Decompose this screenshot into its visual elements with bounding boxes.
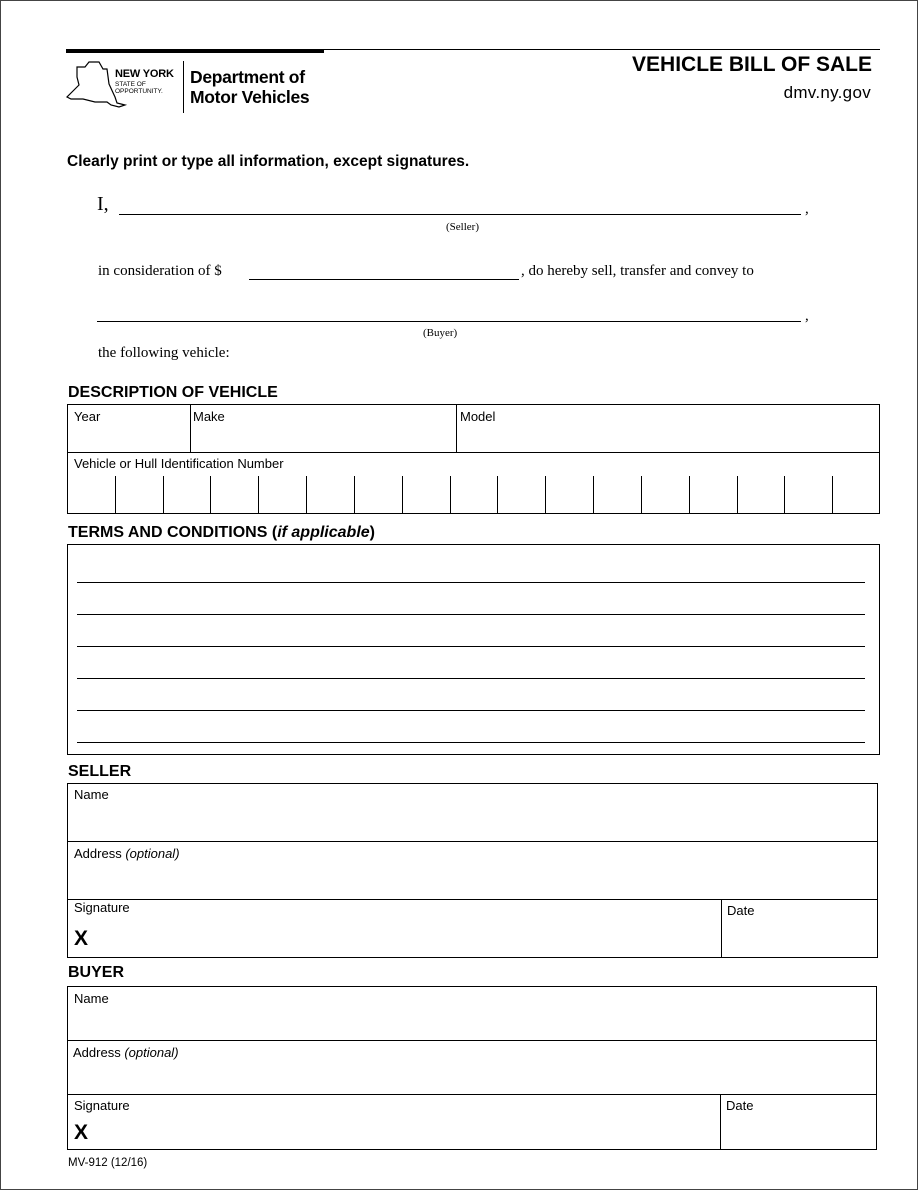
vin-cell[interactable] — [450, 476, 498, 514]
terms-writing-line[interactable] — [77, 582, 865, 583]
seller-heading: SELLER — [68, 763, 132, 780]
seller-date-divider — [721, 899, 722, 957]
buyer-address-label — [73, 1045, 179, 1060]
terms-writing-line[interactable] — [77, 742, 865, 743]
terms-heading — [68, 524, 375, 542]
vin-cell[interactable] — [784, 476, 832, 514]
terms-writing-line[interactable] — [77, 614, 865, 615]
terms-writing-line[interactable] — [77, 678, 865, 679]
buyer-signature-field[interactable] — [96, 1113, 716, 1148]
seller-signature-x: X — [74, 927, 89, 950]
vin-cell[interactable] — [306, 476, 354, 514]
seller-divider-2 — [67, 899, 878, 900]
vin-cell[interactable] — [593, 476, 641, 514]
seller-signature-field[interactable] — [96, 916, 716, 956]
vin-cell[interactable] — [210, 476, 258, 514]
model-field[interactable] — [457, 405, 879, 451]
vin-cell[interactable] — [737, 476, 785, 514]
vin-cell[interactable] — [832, 476, 880, 514]
buyer-name-label: Name — [74, 991, 109, 1006]
buyer-date-divider — [720, 1094, 721, 1149]
model-label: Model — [460, 409, 496, 424]
make-label: Make — [193, 409, 225, 424]
nys-logo — [65, 59, 185, 115]
seller-divider-1 — [67, 841, 878, 842]
buyer-name-line[interactable] — [97, 321, 801, 322]
vin-cell[interactable] — [545, 476, 593, 514]
logo-new-york-text: NEW YORK — [115, 68, 174, 80]
buyer-address-text: Address — [73, 1045, 121, 1060]
buyer-signature-x: X — [74, 1121, 89, 1144]
terms-writing-line[interactable] — [77, 710, 865, 711]
terms-heading-main: TERMS AND CONDITIONS ( — [68, 524, 278, 541]
seller-address-optional: (optional) — [125, 846, 180, 861]
instructions: Clearly print or type all information, except signatures. — [67, 153, 470, 170]
description-row-divider — [67, 452, 880, 453]
i-prefix: I, — [97, 193, 109, 215]
seller-date-label: Date — [727, 903, 755, 918]
following-vehicle-text: the following vehicle: — [98, 345, 230, 361]
seller-date-field[interactable] — [723, 919, 877, 956]
header-rule-thick — [66, 49, 324, 53]
description-heading: DESCRIPTION OF VEHICLE — [68, 384, 278, 401]
seller-address-field[interactable] — [68, 861, 877, 898]
consideration-prefix: in consideration of $ — [98, 263, 222, 279]
vin-cell[interactable] — [258, 476, 306, 514]
consideration-amount-line[interactable] — [249, 279, 519, 280]
buyer-signature-label: Signature — [74, 1098, 130, 1113]
buyer-address-optional: (optional) — [124, 1045, 179, 1060]
seller-name-field[interactable] — [68, 801, 877, 840]
vin-cell[interactable] — [497, 476, 545, 514]
buyer-name-field[interactable] — [68, 1006, 876, 1039]
vin-cells — [67, 476, 880, 514]
terms-writing-line[interactable] — [77, 646, 865, 647]
vin-cell[interactable] — [115, 476, 163, 514]
vin-cell[interactable] — [689, 476, 737, 514]
buyer-date-field[interactable] — [722, 1114, 876, 1148]
seller-comma: , — [805, 201, 809, 217]
buyer-address-field[interactable] — [68, 1060, 876, 1093]
year-label: Year — [74, 409, 101, 424]
logo-divider — [183, 61, 184, 113]
buyer-divider-1 — [67, 1040, 877, 1041]
buyer-comma: , — [805, 308, 809, 324]
dept-name-line1: Department of — [190, 67, 305, 87]
vin-cell[interactable] — [641, 476, 689, 514]
vin-cell[interactable] — [402, 476, 450, 514]
dept-name-line2: Motor Vehicles — [190, 87, 310, 107]
buyer-heading: BUYER — [68, 964, 125, 981]
make-field[interactable] — [191, 405, 455, 451]
buyer-divider-2 — [67, 1094, 877, 1095]
terms-heading-close: ) — [369, 524, 375, 541]
form-title: VEHICLE BILL OF SALE — [632, 53, 872, 76]
form-number: MV-912 (12/16) — [68, 1157, 148, 1169]
vin-cell[interactable] — [163, 476, 211, 514]
logo-opportunity-text: OPPORTUNITY. — [115, 88, 163, 95]
consideration-suffix: , do hereby sell, transfer and convey to — [521, 263, 754, 279]
vin-cell[interactable] — [67, 476, 115, 514]
seller-name-line[interactable] — [119, 214, 801, 215]
terms-lines — [77, 544, 865, 755]
seller-address-label — [74, 846, 180, 861]
terms-heading-italic: if applicable — [277, 524, 370, 541]
vin-label: Vehicle or Hull Identification Number — [74, 456, 284, 471]
buyer-caption: (Buyer) — [423, 327, 458, 339]
vin-cell[interactable] — [354, 476, 402, 514]
buyer-date-label: Date — [726, 1098, 754, 1113]
seller-caption: (Seller) — [446, 221, 479, 233]
dmv-url: dmv.ny.gov — [783, 83, 871, 102]
year-field[interactable] — [68, 405, 189, 451]
logo-state-of-text: STATE OF — [115, 81, 146, 88]
seller-address-text: Address — [74, 846, 122, 861]
seller-signature-label: Signature — [74, 900, 130, 915]
seller-name-label: Name — [74, 787, 109, 802]
